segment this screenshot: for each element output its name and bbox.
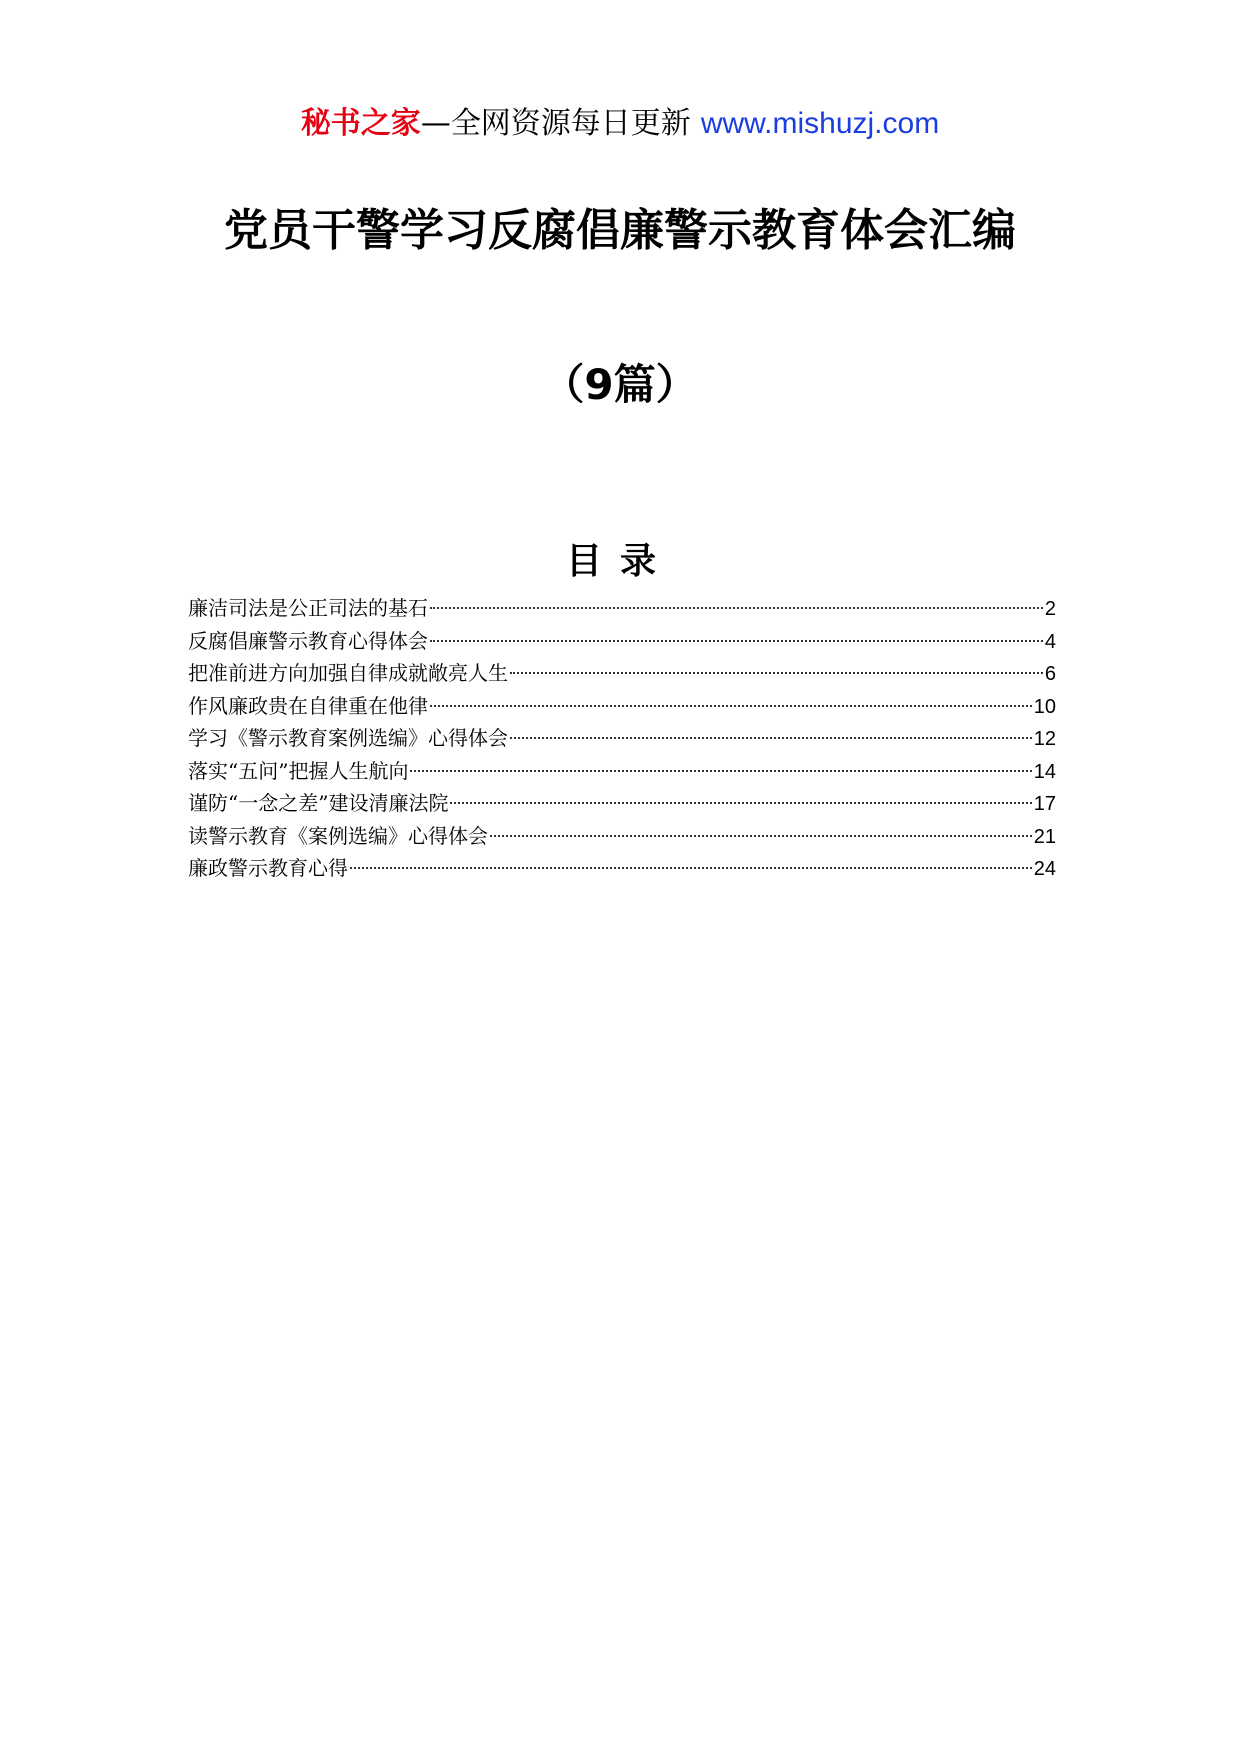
toc-entry-title: 落实“五问”把握人生航向: [188, 758, 409, 783]
toc-entry-page: 24: [1033, 858, 1056, 880]
toc-entry-page: 14: [1033, 760, 1056, 783]
toc-dot-leader: [490, 835, 1032, 837]
toc-entry[interactable]: [188, 787, 1056, 820]
toc-entry[interactable]: [188, 820, 1056, 853]
brand-name: 秘书之家: [300, 106, 421, 141]
toc-entry[interactable]: [188, 657, 1056, 690]
toc-entry[interactable]: [188, 852, 1056, 885]
toc-entry[interactable]: [188, 592, 1056, 625]
toc-entry-page: 6: [1044, 663, 1056, 685]
toc-entry-page: 2: [1044, 598, 1056, 620]
toc-entry-title: 谨防“一念之差”建设清廉法院: [188, 791, 449, 815]
toc-entry-title: 读警示教育《案例选编》心得体会: [188, 823, 488, 848]
banner-slogan: —全网资源每日更新: [420, 106, 691, 141]
toc-dot-leader: [510, 737, 1032, 739]
toc-dot-leader: [430, 607, 1043, 609]
toc-heading: 目录: [565, 541, 674, 582]
toc-dot-leader: [510, 672, 1043, 674]
toc-entry-title: 作风廉政贵在自律重在他律: [188, 693, 428, 718]
website-link[interactable]: www.mishuzj.com: [700, 107, 940, 140]
toc-entry[interactable]: [188, 722, 1056, 755]
toc-entry-page: 17: [1033, 793, 1056, 815]
toc-dot-leader: [350, 867, 1032, 869]
toc-dot-leader: [410, 770, 1031, 772]
toc-entry-page: 10: [1033, 695, 1056, 718]
toc-entry-title: 廉洁司法是公正司法的基石: [188, 596, 428, 620]
toc-dot-leader: [430, 705, 1032, 707]
document-subtitle: （9篇）: [542, 360, 698, 409]
document-title: 党员干警学习反腐倡廉警示教育体会汇编: [224, 205, 1016, 256]
toc-entry-title: 廉政警示教育心得: [188, 856, 348, 880]
toc-entry[interactable]: [188, 755, 1056, 788]
toc-dot-leader: [450, 802, 1031, 804]
toc-entry-title: 学习《警示教育案例选编》心得体会: [188, 726, 508, 750]
toc-entry[interactable]: [188, 625, 1056, 658]
toc-entry[interactable]: [188, 690, 1056, 723]
toc-entry-title: 反腐倡廉警示教育心得体会: [188, 628, 428, 653]
toc-entry-page: 12: [1033, 728, 1056, 750]
toc-entry-page: 4: [1044, 630, 1056, 653]
toc-entry-title: 把准前进方向加强自律成就敞亮人生: [188, 661, 508, 685]
toc-entry-page: 21: [1033, 825, 1056, 848]
header-banner: [0, 104, 1240, 144]
toc-dot-leader: [430, 640, 1043, 642]
table-of-contents: [188, 592, 1056, 885]
